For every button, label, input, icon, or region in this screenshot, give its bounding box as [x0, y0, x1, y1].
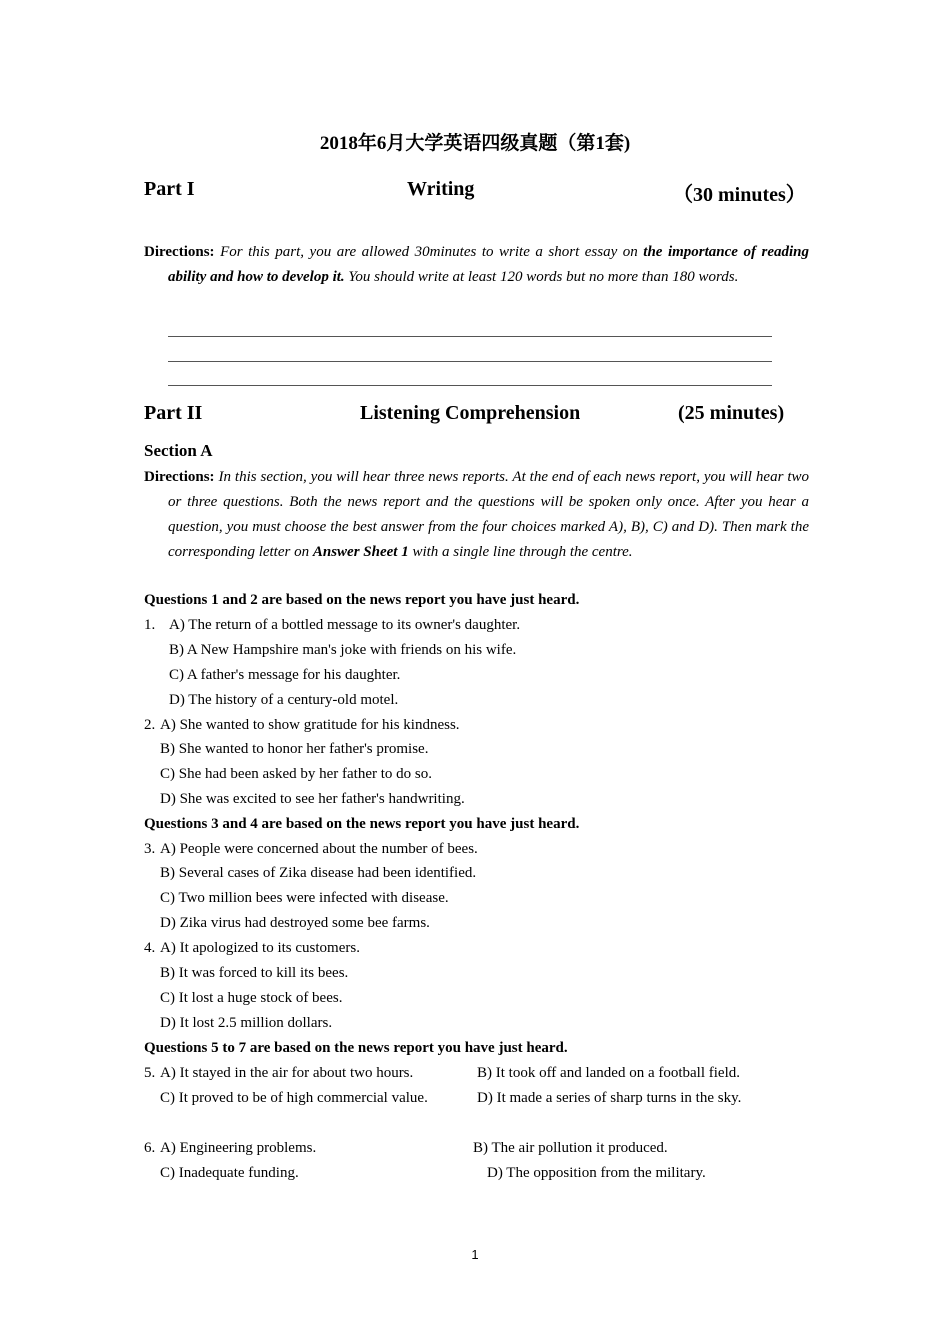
option-b: B) It was forced to kill its bees.: [160, 965, 349, 981]
question-group-heading: Questions 5 to 7 are based on the news report you have just heard.: [144, 1040, 568, 1056]
option-c: C) Two million bees were infected with disease.: [160, 890, 449, 906]
option-b: B) Several cases of Zika disease had been identified.: [160, 865, 477, 881]
answer-sheet-name: Answer Sheet 1: [312, 544, 409, 560]
part2-name: Listening Comprehension: [360, 402, 581, 424]
question-group-heading: Questions 3 and 4 are based on the news report you have just heard.: [144, 816, 580, 832]
option-a: A) Engineering problems.: [160, 1140, 317, 1156]
part2-directions-text-2: with a single line through the centre.: [408, 544, 633, 560]
part1-directions-label: Directions:: [144, 244, 215, 260]
option-a: A) It stayed in the air for about two hours.: [160, 1065, 414, 1081]
question-number: 2.: [144, 717, 156, 733]
question-number: 3.: [144, 841, 156, 857]
part1-time: （30 minutes）: [673, 184, 806, 206]
option-d: D) Zika virus had destroyed some bee farms.: [160, 915, 430, 931]
option-d: D) It made a series of sharp turns in the sky.: [477, 1090, 742, 1106]
part2-directions: [144, 465, 809, 565]
question-number: 4.: [144, 940, 156, 956]
option-c: C) It lost a huge stock of bees.: [160, 990, 343, 1006]
part2-directions-label: Directions:: [144, 469, 215, 485]
page-number: 1: [471, 1247, 479, 1262]
option-a: A) She wanted to show gratitude for his kindness.: [160, 717, 460, 733]
option-a: A) People were concerned about the number of bees.: [160, 841, 478, 857]
option-d: D) The opposition from the military.: [487, 1165, 706, 1181]
option-b: B) A New Hampshire man's joke with friends on his wife.: [169, 642, 517, 658]
part1-directions: [144, 240, 809, 290]
part2-time: (25 minutes): [678, 402, 785, 424]
question-number: 1.: [144, 617, 156, 633]
option-b: B) The air pollution it produced.: [473, 1140, 668, 1156]
option-a: A) The return of a bottled message to its owner's daughter.: [169, 617, 521, 633]
part2-directions-text-1: In this section, you will hear three news reports. At the end of each news report, you will hear two or three questions. Both the news report and the questions will be spoken only once. After you hear a question, you must choose the best answer from the four choices marked A), B), C) and D). Then mark the corresponding letter on: [168, 469, 809, 560]
option-a: A) It apologized to its customers.: [160, 940, 360, 956]
part1-directions-text-1: For this part, you are allowed 30minutes to write a short essay on: [220, 244, 644, 260]
question-group-heading: Questions 1 and 2 are based on the news report you have just heard.: [144, 592, 580, 608]
section-a-heading: Section A: [144, 441, 213, 460]
option-b: B) It took off and landed on a football field.: [477, 1065, 740, 1081]
option-c: C) It proved to be of high commercial value.: [160, 1090, 428, 1106]
writing-line-2: [168, 361, 772, 362]
option-b: B) She wanted to honor her father's promise.: [160, 741, 429, 757]
option-d: D) She was excited to see her father's handwriting.: [160, 791, 465, 807]
option-d: D) The history of a century-old motel.: [169, 692, 399, 708]
part1-name: Writing: [407, 178, 475, 200]
part1-label: Part I: [144, 178, 195, 200]
question-number: 6.: [144, 1140, 156, 1156]
option-c: C) She had been asked by her father to do so.: [160, 766, 433, 782]
option-c: C) Inadequate funding.: [160, 1165, 299, 1181]
writing-line-3: [168, 385, 772, 386]
page-title: 2018年6月大学英语四级真题（第1套): [319, 133, 631, 154]
part2-label: Part II: [144, 402, 203, 424]
option-c: C) A father's message for his daughter.: [169, 667, 401, 683]
question-number: 5.: [144, 1065, 156, 1081]
option-d: D) It lost 2.5 million dollars.: [160, 1015, 333, 1031]
part1-essay-topic: the importance of reading ability and how to develop it.: [168, 244, 809, 285]
writing-line-1: [168, 336, 772, 337]
part1-directions-text-2: You should write at least 120 words but no more than 180 words.: [344, 269, 739, 285]
